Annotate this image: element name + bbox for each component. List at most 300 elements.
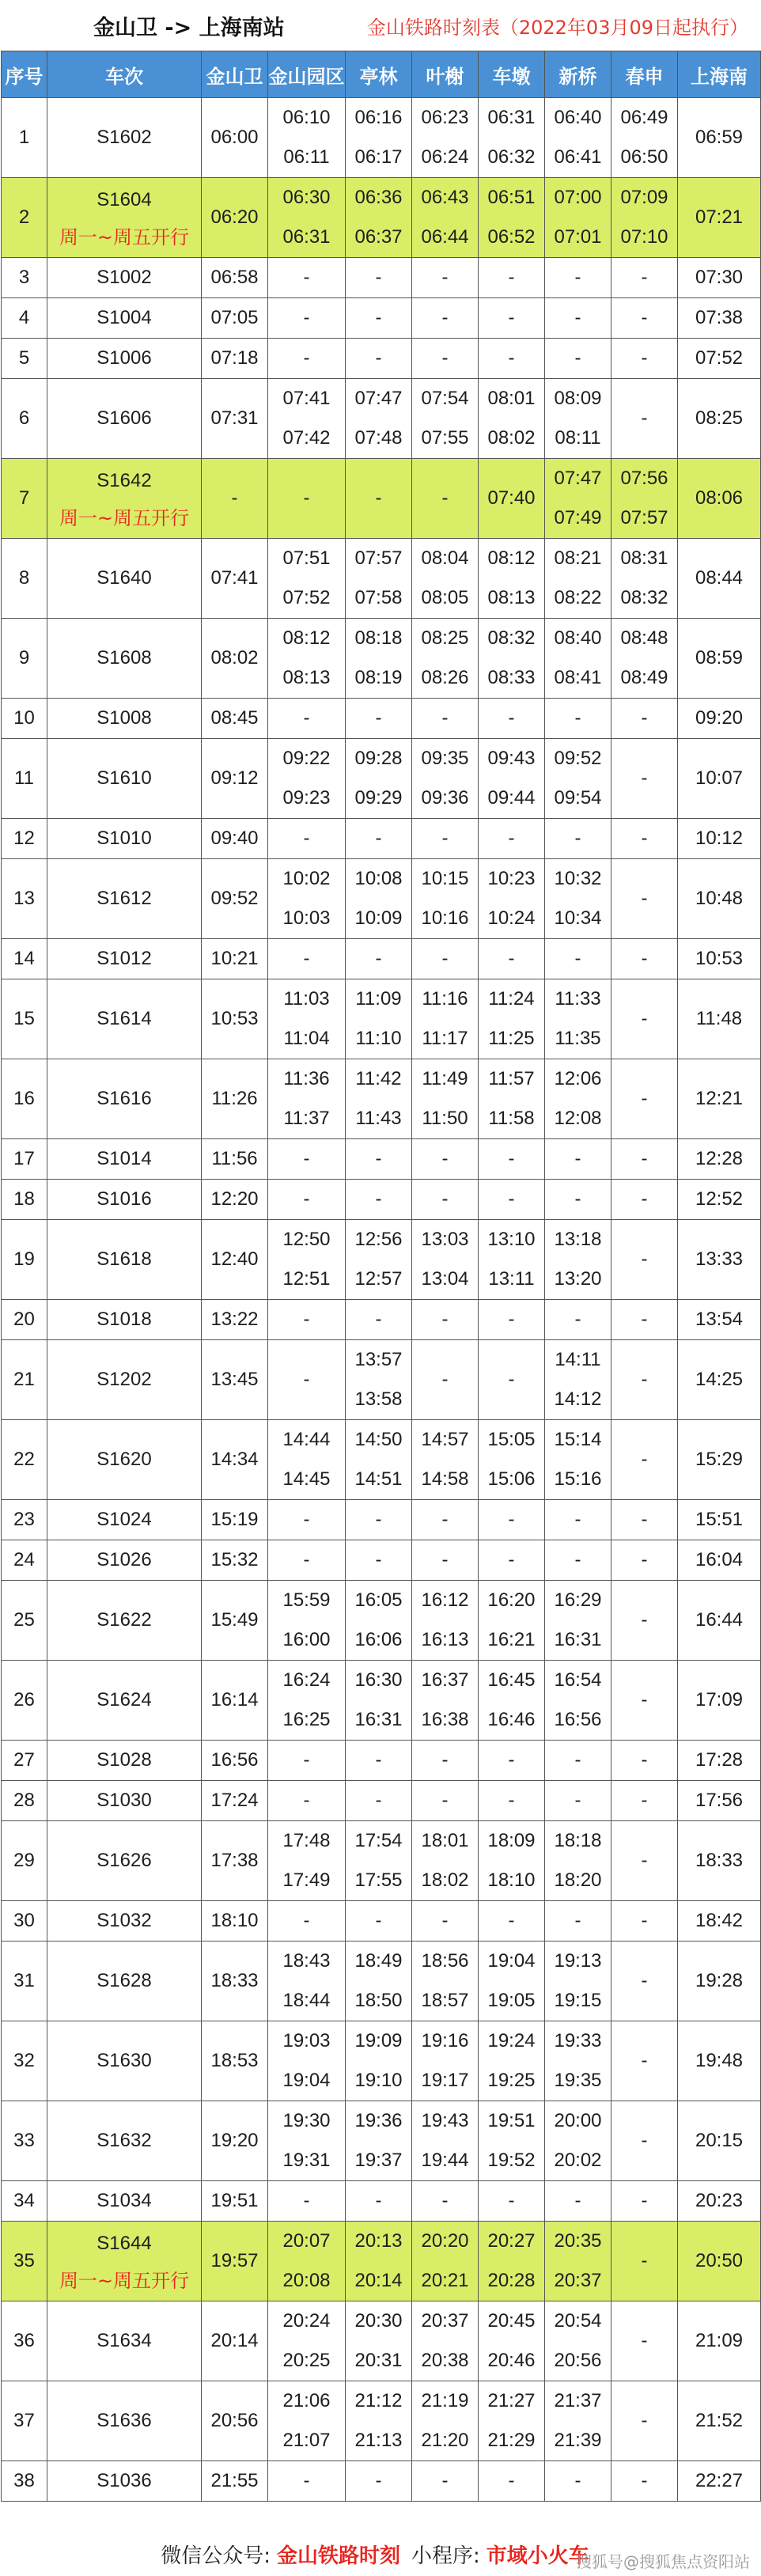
stop-time-cell (412, 819, 479, 859)
timetable (1, 51, 761, 2502)
departure-time: 06:24 (421, 146, 469, 168)
stop-time-cell (479, 1581, 545, 1661)
stop-time-cell (346, 339, 412, 379)
arrival-time: - (441, 267, 449, 288)
arrival-time: - (574, 1910, 581, 1931)
arrival-time: 08:01 (487, 388, 536, 409)
departure-time: 14:51 (354, 1468, 403, 1490)
arrival-time: 06:30 (282, 187, 331, 208)
stop-time-cell (611, 98, 678, 178)
departure-time: 19:05 (487, 1990, 536, 2011)
arrival-time: - (441, 1790, 449, 1811)
train-number: S1636 (97, 2410, 152, 2431)
stop-time-cell (611, 619, 678, 699)
arrival-time: 06:31 (487, 107, 536, 128)
arrival-time: - (574, 707, 581, 729)
stop-time-cell (412, 379, 479, 459)
arrival-time: 06:40 (554, 107, 602, 128)
arrival-time: - (375, 347, 382, 369)
stop-time-cell (412, 699, 479, 739)
train-number-cell (47, 1581, 202, 1661)
arrival-time: 19:33 (554, 2030, 602, 2051)
stop-time-cell (412, 258, 479, 298)
stop-time-cell (346, 178, 412, 258)
jinshanwei-time-cell: 08:02 (202, 619, 268, 699)
row-number-cell: 21 (2, 1340, 47, 1420)
stop-time-cell (545, 2222, 611, 2301)
row-number-cell: 27 (2, 1741, 47, 1781)
stop-time-cell (346, 98, 412, 178)
arrival-time: - (508, 1790, 515, 1811)
stop-time-cell (611, 1220, 678, 1300)
arrival-time: - (375, 1549, 382, 1570)
arrival-time: 16:54 (554, 1669, 602, 1691)
arrival-time: 18:09 (487, 1830, 536, 1851)
train-number-cell (47, 1139, 202, 1180)
effective-date: 金山铁路时刻表（2022年03月09日起执行） (366, 16, 748, 39)
departure-time: 13:04 (421, 1268, 469, 1290)
arrival-time: 11:42 (355, 1068, 402, 1089)
arrival-time: 11:16 (422, 988, 468, 1010)
departure-time: 15:06 (487, 1468, 536, 1490)
departure-time: 19:15 (554, 1990, 602, 2011)
stop-time-cell (479, 1180, 545, 1220)
arrival-time: - (303, 1369, 310, 1390)
arrival-time: 09:28 (354, 748, 403, 769)
arrival-time: 21:12 (354, 2390, 403, 2411)
train-number-cell (47, 819, 202, 859)
train-number-cell (47, 298, 202, 339)
stop-time-cell (479, 2301, 545, 2381)
departure-time: 20:08 (282, 2270, 331, 2291)
header-cell: 春申 (611, 51, 678, 98)
arrival-time: 06:49 (620, 107, 668, 128)
departure-time: 11:37 (283, 1108, 330, 1129)
jinshanwei-time-cell: 19:57 (202, 2222, 268, 2301)
arrival-time: - (574, 307, 581, 328)
arrival-time: - (508, 307, 515, 328)
arrival-time: 07:09 (620, 187, 668, 208)
arrival-time: - (508, 1369, 515, 1390)
stop-time-cell (479, 1781, 545, 1821)
stop-time-cell (268, 939, 346, 979)
stop-time-cell (412, 1661, 479, 1741)
table-row (2, 1420, 761, 1500)
arrival-time: - (574, 2470, 581, 2491)
departure-time: 09:44 (487, 787, 536, 809)
train-number-cell (47, 2181, 202, 2222)
departure-time: 18:20 (554, 1869, 602, 1891)
stop-time-cell (346, 699, 412, 739)
stop-time-cell (611, 1180, 678, 1220)
stop-time-cell (268, 2181, 346, 2222)
stop-time-cell (346, 2181, 412, 2222)
stop-time-cell (412, 2181, 479, 2222)
stop-time-cell (479, 1941, 545, 2021)
jinshanwei-time-cell: 09:52 (202, 859, 268, 939)
train-number: S1602 (97, 127, 152, 148)
stop-time-cell (412, 2461, 479, 2502)
shanghai-south-time-cell: 09:20 (678, 699, 761, 739)
shanghai-south-time-cell: 14:25 (678, 1340, 761, 1420)
header-cell: 车墩 (479, 51, 545, 98)
arrival-time: - (508, 347, 515, 369)
departure-time: 08:05 (421, 587, 469, 608)
departure-time: 16:31 (354, 1709, 403, 1730)
arrival-time: 11:09 (355, 988, 402, 1010)
arrival-time: - (375, 1749, 382, 1771)
stop-time-cell (346, 1300, 412, 1340)
stop-time-cell (268, 1139, 346, 1180)
stop-time-cell (611, 979, 678, 1059)
shanghai-south-time-cell: 11:48 (678, 979, 761, 1059)
stop-time-cell (545, 979, 611, 1059)
arrival-time: 19:04 (487, 1950, 536, 1972)
arrival-time: 08:31 (620, 547, 668, 569)
arrival-time: - (574, 1509, 581, 1530)
train-number-cell (47, 1821, 202, 1901)
departure-time: 07:42 (282, 427, 331, 449)
header-cell: 上海南 (678, 51, 761, 98)
arrival-time: 08:32 (487, 627, 536, 649)
train-number-cell (47, 1500, 202, 1540)
stop-time-cell (412, 1781, 479, 1821)
stop-time-cell (479, 379, 545, 459)
arrival-time: - (574, 1790, 581, 1811)
departure-time: 08:49 (620, 667, 668, 688)
jinshanwei-time-cell: 21:55 (202, 2461, 268, 2502)
departure-time: 20:56 (554, 2350, 602, 2371)
stop-time-cell (412, 2021, 479, 2101)
mini-program-label: 小程序: (411, 2544, 480, 2568)
stop-time-cell (545, 1059, 611, 1139)
table-row (2, 258, 761, 298)
departure-time: 20:21 (421, 2270, 469, 2291)
table-row (2, 2021, 761, 2101)
row-number-cell: 4 (2, 298, 47, 339)
stop-time-cell (479, 2181, 545, 2222)
departure-time: 07:10 (620, 226, 668, 248)
arrival-time: - (303, 307, 310, 328)
arrival-time: - (508, 267, 515, 288)
departure-time: 07:48 (354, 427, 403, 449)
train-number-cell (47, 1781, 202, 1821)
stop-time-cell (545, 339, 611, 379)
shanghai-south-time-cell: 21:09 (678, 2301, 761, 2381)
row-number-cell: 29 (2, 1821, 47, 1901)
stop-time-cell (611, 258, 678, 298)
departure-time: 20:14 (354, 2270, 403, 2291)
stop-time-cell (479, 1220, 545, 1300)
row-number-cell: 33 (2, 2101, 47, 2181)
train-number: S1014 (97, 1148, 152, 1169)
stop-time-cell (611, 539, 678, 619)
jinshanwei-time-cell: 06:58 (202, 258, 268, 298)
table-row (2, 2461, 761, 2502)
stop-time-cell (479, 1059, 545, 1139)
arrival-time: 20:00 (554, 2110, 602, 2131)
arrival-time: 10:02 (282, 868, 331, 889)
arrival-time: 19:36 (354, 2110, 403, 2131)
arrival-time: 15:05 (487, 1429, 536, 1450)
arrival-time: 07:41 (282, 388, 331, 409)
stop-time-cell (268, 298, 346, 339)
arrival-time: - (375, 267, 382, 288)
shanghai-south-time-cell: 15:29 (678, 1420, 761, 1500)
train-number-cell (47, 2301, 202, 2381)
departure-time: 20:38 (421, 2350, 469, 2371)
shanghai-south-time-cell: 20:15 (678, 2101, 761, 2181)
arrival-time: - (641, 828, 648, 849)
stop-time-cell (611, 2021, 678, 2101)
departure-time: 11:25 (488, 1028, 535, 1049)
row-number-cell: 34 (2, 2181, 47, 2222)
arrival-time: - (303, 487, 310, 509)
arrival-time: 20:20 (421, 2230, 469, 2252)
departure-time: 06:17 (354, 146, 403, 168)
table-row (2, 619, 761, 699)
train-number-cell (47, 1901, 202, 1941)
jinshanwei-time-cell: 06:20 (202, 178, 268, 258)
arrival-time: 07:47 (354, 388, 403, 409)
arrival-time: - (441, 1369, 449, 1390)
stop-time-cell (611, 2461, 678, 2502)
stop-time-cell (268, 2301, 346, 2381)
stop-time-cell (479, 2381, 545, 2461)
departure-time: 06:32 (487, 146, 536, 168)
arrival-time: - (375, 1910, 382, 1931)
stop-time-cell (268, 1781, 346, 1821)
arrival-time: 10:15 (421, 868, 469, 889)
stop-time-cell (346, 1220, 412, 1300)
stop-time-cell (479, 859, 545, 939)
departure-time: 07:49 (554, 507, 602, 528)
arrival-time: - (641, 1148, 648, 1169)
stop-time-cell (611, 298, 678, 339)
jinshanwei-time-cell: 06:00 (202, 98, 268, 178)
arrival-time: - (641, 1248, 648, 1270)
departure-time: 13:58 (354, 1388, 403, 1410)
train-number: S1612 (97, 888, 152, 909)
stop-time-cell (479, 1741, 545, 1781)
stop-time-cell (479, 1901, 545, 1941)
shanghai-south-time-cell: 15:51 (678, 1500, 761, 1540)
arrival-time: - (303, 1148, 310, 1169)
arrival-time: - (508, 1148, 515, 1169)
arrival-time: - (641, 2410, 648, 2431)
shanghai-south-time-cell: 19:28 (678, 1941, 761, 2021)
stop-time-cell (268, 1540, 346, 1581)
stop-time-cell (268, 1300, 346, 1340)
stop-time-cell (346, 979, 412, 1059)
stop-time-cell (412, 1901, 479, 1941)
stop-time-cell (268, 1741, 346, 1781)
shanghai-south-time-cell: 10:48 (678, 859, 761, 939)
jinshanwei-time-cell: 18:33 (202, 1941, 268, 2021)
train-number: S1624 (97, 1689, 152, 1710)
watermark: 搜狐号@搜狐焦点资阳站 (576, 2552, 750, 2571)
departure-time: 06:41 (554, 146, 602, 168)
arrival-time: - (303, 828, 310, 849)
train-number: S1026 (97, 1549, 152, 1570)
arrival-time: 11:36 (283, 1068, 330, 1089)
stop-time-cell (268, 1821, 346, 1901)
jinshanwei-time-cell: 15:32 (202, 1540, 268, 1581)
train-number: S1642 (97, 470, 152, 491)
arrival-time: 20:45 (487, 2310, 536, 2332)
departure-time: 16:21 (487, 1629, 536, 1650)
table-row (2, 1741, 761, 1781)
stop-time-cell (412, 2381, 479, 2461)
stop-time-cell (545, 739, 611, 819)
stop-time-cell (268, 2381, 346, 2461)
stop-time-cell (611, 2301, 678, 2381)
stop-time-cell (412, 339, 479, 379)
train-number: S1018 (97, 1309, 152, 1330)
jinshanwei-time-cell: 15:19 (202, 1500, 268, 1540)
departure-time: 06:31 (282, 226, 331, 248)
header-cell: 金山卫 (202, 51, 268, 98)
arrival-time: 13:57 (354, 1349, 403, 1370)
arrival-time: 09:22 (282, 748, 331, 769)
row-number-cell: 22 (2, 1420, 47, 1500)
row-number-cell: 13 (2, 859, 47, 939)
jinshanwei-time-cell: 11:56 (202, 1139, 268, 1180)
arrival-time: - (375, 1309, 382, 1330)
stop-time-cell (611, 819, 678, 859)
arrival-time: - (375, 307, 382, 328)
train-number: S1628 (97, 1970, 152, 1991)
train-number: S1032 (97, 1910, 152, 1931)
arrival-time: - (375, 2470, 382, 2491)
departure-time: 21:20 (421, 2430, 469, 2451)
stop-time-cell (611, 699, 678, 739)
arrival-time: - (441, 1749, 449, 1771)
shanghai-south-time-cell: 19:48 (678, 2021, 761, 2101)
stop-time-cell (268, 619, 346, 699)
jinshanwei-time-cell: 07:41 (202, 539, 268, 619)
stop-time-cell (611, 739, 678, 819)
arrival-time: 17:54 (354, 1830, 403, 1851)
arrival-time: 12:06 (554, 1068, 602, 1089)
table-row (2, 1500, 761, 1540)
shanghai-south-time-cell: 10:53 (678, 939, 761, 979)
departure-time: 07:58 (354, 587, 403, 608)
shanghai-south-time-cell: 18:33 (678, 1821, 761, 1901)
arrival-time: 06:16 (354, 107, 403, 128)
stop-time-cell (268, 339, 346, 379)
stop-time-cell (479, 539, 545, 619)
stop-time-cell (545, 539, 611, 619)
jinshanwei-time-cell: 16:14 (202, 1661, 268, 1741)
stop-time-cell (346, 859, 412, 939)
arrival-time: 19:03 (282, 2030, 331, 2051)
shanghai-south-time-cell: 13:54 (678, 1300, 761, 1340)
row-number-cell: 26 (2, 1661, 47, 1741)
arrival-time: - (375, 1188, 382, 1210)
arrival-time: - (641, 1689, 648, 1710)
arrival-time: 11:24 (488, 988, 535, 1010)
header-cell: 金山园区 (268, 51, 346, 98)
arrival-time: 16:29 (554, 1589, 602, 1611)
departure-time: 16:00 (282, 1629, 331, 1650)
stop-time-cell (545, 2381, 611, 2461)
arrival-time: - (441, 948, 449, 969)
table-row (2, 2101, 761, 2181)
arrival-time: - (375, 487, 382, 509)
stop-time-cell (479, 699, 545, 739)
stop-time-cell (611, 1821, 678, 1901)
arrival-time: - (641, 1749, 648, 1771)
table-row (2, 819, 761, 859)
arrival-time: - (441, 707, 449, 729)
shanghai-south-time-cell: 18:42 (678, 1901, 761, 1941)
jinshanwei-time-cell: 18:10 (202, 1901, 268, 1941)
stop-time-cell (412, 1941, 479, 2021)
arrival-time: - (375, 1790, 382, 1811)
stop-time-cell (346, 939, 412, 979)
stop-time-cell (479, 2021, 545, 2101)
stop-time-cell (412, 939, 479, 979)
arrival-time: - (303, 1549, 310, 1570)
stop-time-cell (479, 258, 545, 298)
arrival-time: - (574, 1148, 581, 1169)
departure-time: 20:02 (554, 2150, 602, 2171)
shanghai-south-time-cell: 12:28 (678, 1139, 761, 1180)
stop-time-cell (346, 1180, 412, 1220)
shanghai-south-time-cell: 10:12 (678, 819, 761, 859)
shanghai-south-time-cell: 20:23 (678, 2181, 761, 2222)
stop-time-cell (268, 1220, 346, 1300)
arrival-time: 11:49 (422, 1068, 468, 1089)
shanghai-south-time-cell: 17:09 (678, 1661, 761, 1741)
arrival-time: - (641, 1008, 648, 1029)
row-number-cell: 35 (2, 2222, 47, 2301)
stop-time-cell (346, 2461, 412, 2502)
train-number-cell (47, 98, 202, 178)
departure-time: 15:16 (554, 1468, 602, 1490)
train-number: S1002 (97, 267, 152, 288)
arrival-time: 08:21 (554, 547, 602, 569)
stop-time-cell (479, 2461, 545, 2502)
arrival-time: 19:43 (421, 2110, 469, 2131)
train-number: S1616 (97, 1088, 152, 1109)
arrival-time: - (574, 1549, 581, 1570)
arrival-time: - (441, 307, 449, 328)
timetable-body (2, 98, 761, 2502)
jinshanwei-time-cell: 12:20 (202, 1180, 268, 1220)
jinshanwei-time-cell: 07:18 (202, 339, 268, 379)
arrival-time: - (441, 828, 449, 849)
departure-time: 11:35 (555, 1028, 601, 1049)
stop-time-cell (479, 1340, 545, 1420)
row-number-cell: 5 (2, 339, 47, 379)
arrival-time: 14:50 (354, 1429, 403, 1450)
stop-time-cell (268, 2021, 346, 2101)
arrival-time: - (303, 707, 310, 729)
stop-time-cell (611, 2181, 678, 2222)
jinshanwei-time-cell: 20:56 (202, 2381, 268, 2461)
train-number: S1008 (97, 707, 152, 729)
departure-time: 06:37 (354, 226, 403, 248)
train-number: S1644 (97, 2233, 152, 2254)
table-row (2, 1661, 761, 1741)
departure-time: 19:10 (354, 2070, 403, 2091)
stop-time-cell (611, 1781, 678, 1821)
stop-time-cell (346, 1781, 412, 1821)
arrival-time: - (303, 2190, 310, 2211)
jinshanwei-time-cell: 09:12 (202, 739, 268, 819)
